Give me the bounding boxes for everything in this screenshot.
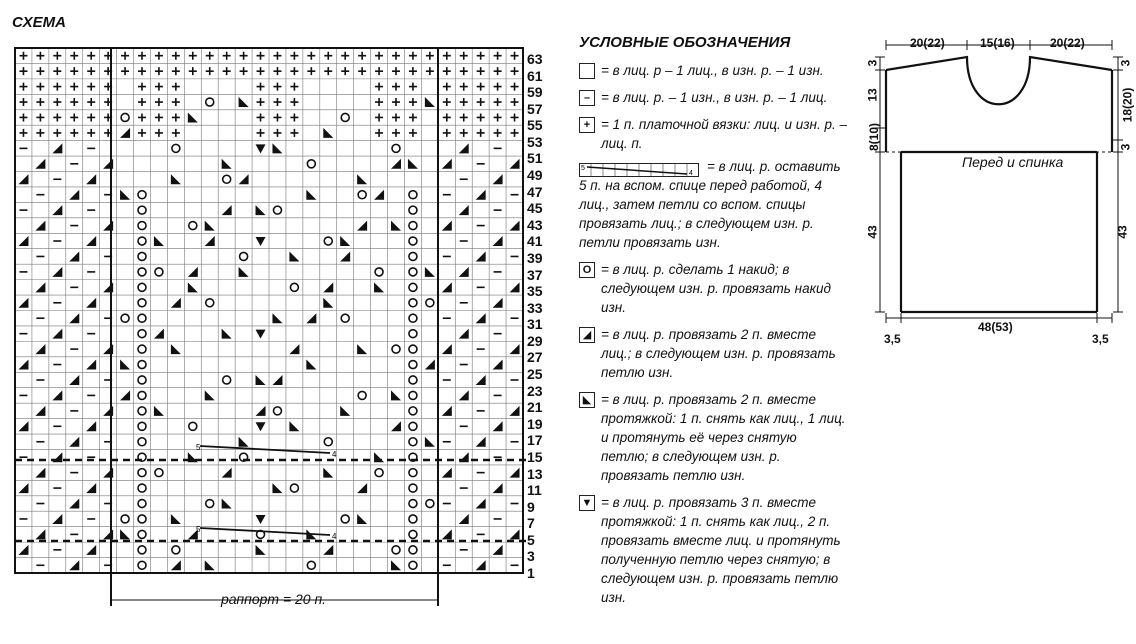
- rapport-label: раппорт = 20 п.: [221, 591, 327, 607]
- row-number: 61: [527, 67, 543, 84]
- panel-label: Перед и спинка: [962, 154, 1064, 170]
- legend-text: = в лиц. р. провязать 3 п. вместе протяжкой: 1 п. снять как лиц., 2 п. провязать вместе лиц. и протянуть полученную петлю через снятую; в следующем изн. р. провязать петлю изн.: [601, 495, 841, 605]
- svg-text:5: 5: [581, 165, 585, 172]
- row-number: 25: [527, 366, 543, 383]
- right-height-body: 43: [1115, 225, 1130, 239]
- left-height-body: 43: [865, 225, 880, 239]
- legend-text: = в лиц. р. – 1 изн., в изн. р. – 1 лиц.: [601, 90, 828, 105]
- row-number: 23: [527, 382, 543, 399]
- legend-text: = в лиц. р. сделать 1 накид; в следующем изн. р. провязать накид изн.: [601, 262, 831, 315]
- row-number: 43: [527, 216, 543, 233]
- side-offset-left: 3,5: [884, 332, 901, 346]
- left-height-shoulder: 3: [865, 59, 880, 67]
- svg-text:4: 4: [689, 170, 693, 177]
- right-height-shoulder: 3: [1118, 59, 1133, 67]
- top-width-left: 20(22): [910, 36, 945, 50]
- row-number: 19: [527, 415, 543, 432]
- cable-mark-end: 4: [332, 450, 337, 459]
- row-number: 15: [527, 448, 543, 465]
- dash-icon: –: [579, 90, 595, 106]
- row-number: 49: [527, 167, 543, 184]
- cable-mark-start: 5: [196, 525, 201, 534]
- left-height-armhole: 13: [865, 88, 880, 102]
- row-number: 45: [527, 200, 543, 217]
- row-number: 39: [527, 249, 543, 266]
- top-width-right: 20(22): [1050, 36, 1085, 50]
- right-height-armhole: 18(20): [1120, 87, 1135, 123]
- legend-text: = в лиц. р. оставить 5 п. на вспом. спице перед работой, 4 лиц., затем петли со вспом. спицы провязать лиц.; в следующем изн. р. петли провязать изн.: [579, 159, 841, 250]
- row-number: 37: [527, 266, 543, 283]
- right-decrease-icon: ◢: [579, 327, 595, 343]
- legend-text: = в лиц. р. провязать 2 п. вместе лиц.; в следующем изн. р. провязать петлю изн.: [601, 327, 836, 380]
- left-height-lower-armhole: 8(10): [867, 122, 882, 152]
- legend-text: = в лиц. р. провязать 2 п. вместе протяжкой: 1 п. снять как лиц., 1 лиц. и протянуть её через снятую петлю; в следующем изн. р. провязать петлю изн.: [601, 392, 846, 483]
- row-number: 31: [527, 316, 543, 333]
- row-number: 41: [527, 233, 543, 250]
- row-number: 33: [527, 299, 543, 316]
- right-height-lower: 3: [1118, 143, 1133, 151]
- row-number: 47: [527, 183, 543, 200]
- row-number: 5: [527, 531, 535, 548]
- row-number: 1: [527, 565, 535, 581]
- legend-title: УСЛОВНЫЕ ОБОЗНАЧЕНИЯ: [579, 34, 791, 51]
- row-number: 9: [527, 498, 535, 515]
- row-number: 63: [527, 51, 543, 67]
- row-number: 29: [527, 332, 543, 349]
- cable-mark-start: 5: [196, 443, 201, 452]
- row-number: 11: [527, 482, 542, 499]
- top-width-neck: 15(16): [980, 36, 1015, 50]
- bottom-width: 48(53): [978, 320, 1013, 334]
- yarn-over-icon: O: [579, 262, 595, 278]
- legend-text: = 1 п. платочной вязки: лиц. и изн. р. – лиц. п.: [601, 117, 848, 151]
- chart-title: СХЕМА: [12, 14, 66, 31]
- cable-mark-end: 4: [332, 532, 337, 541]
- row-number: 55: [527, 117, 543, 134]
- legend-text: = в лиц. р – 1 лиц., в изн. р. – 1 изн.: [601, 63, 824, 78]
- row-number: 53: [527, 133, 543, 150]
- side-offset-right: 3,5: [1092, 332, 1109, 346]
- plus-icon: +: [579, 117, 595, 133]
- row-number: 3: [527, 548, 535, 565]
- row-number: 21: [527, 399, 543, 416]
- row-number: 35: [527, 283, 543, 300]
- row-number: 51: [527, 150, 543, 167]
- row-number: 7: [527, 515, 535, 532]
- row-number: 27: [527, 349, 543, 366]
- left-decrease-icon: ◣: [579, 392, 595, 408]
- row-number: 17: [527, 432, 543, 449]
- row-number: 57: [527, 100, 543, 117]
- double-decrease-icon: ▼: [579, 495, 595, 511]
- row-number: 13: [527, 465, 543, 482]
- row-number: 59: [527, 84, 543, 101]
